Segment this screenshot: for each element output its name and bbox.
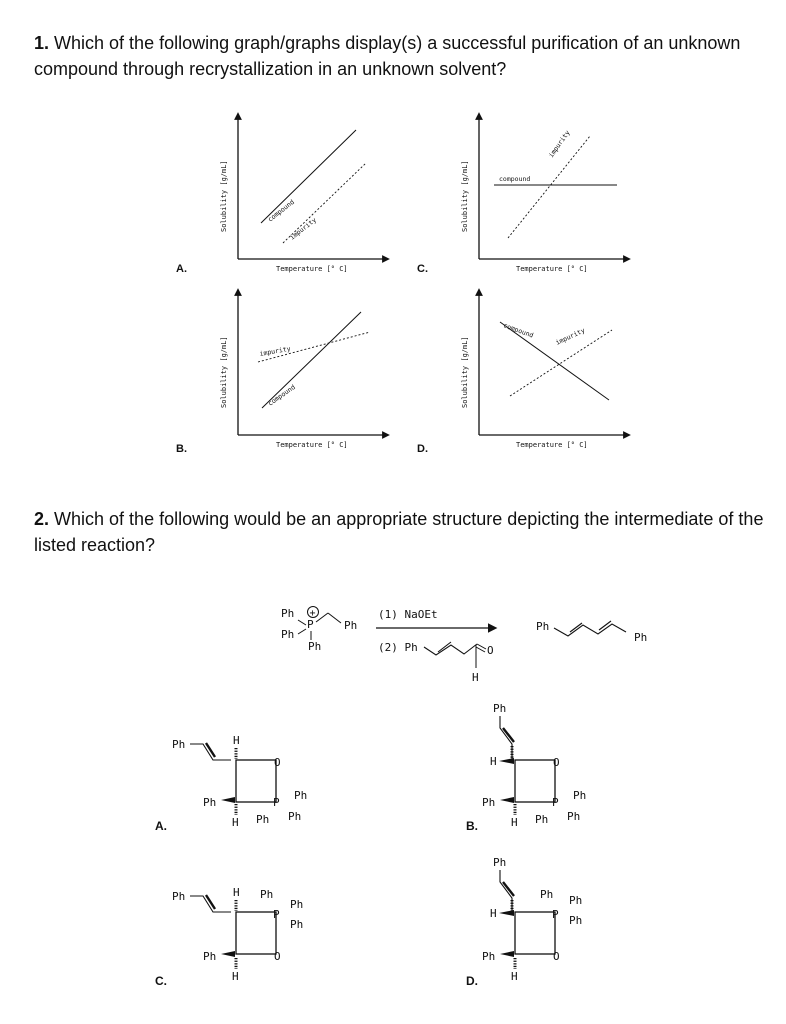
d-ph-left: Ph: [482, 950, 496, 963]
graph-b-impurity-label: impurity: [258, 344, 292, 358]
a-o: O: [274, 756, 281, 769]
graph-c-ylabel: Solubility [g/mL]: [461, 160, 469, 232]
c-ph-p1: Ph: [260, 888, 274, 901]
reactant-ph-right: Ph: [344, 619, 358, 632]
b-ph-p3: Ph: [567, 810, 581, 823]
graph-a-compound-label: compound: [266, 197, 296, 224]
b-ph-p1: Ph: [573, 789, 587, 802]
reaction-reactant: [281, 607, 357, 654]
product-ph-right: Ph: [634, 631, 648, 644]
question-1-number: 1.: [34, 33, 50, 53]
graph-c-letter: C.: [417, 263, 428, 275]
reagent-2: (2) Ph: [378, 641, 418, 654]
structure-c-letter: C.: [155, 974, 167, 988]
c-ph-left: Ph: [203, 950, 217, 963]
c-p: P: [273, 908, 280, 921]
c-h-bottom: H: [232, 970, 239, 983]
d-p: P: [552, 908, 559, 921]
question-2: [34, 506, 774, 558]
structure-b-letter: B.: [466, 819, 478, 833]
graph-d-impurity-label: impurity: [554, 326, 587, 347]
d-ph-p1: Ph: [540, 888, 554, 901]
graph-a-xlabel: Temperature [° C]: [276, 265, 348, 273]
reagent-2-o: O: [487, 644, 494, 657]
reactant-ph-bottom: Ph: [308, 640, 322, 653]
reaction-arrow: [376, 608, 495, 684]
c-ph-p3: Ph: [290, 918, 304, 931]
question-2-number: 2.: [34, 509, 50, 529]
question-1: [34, 30, 774, 82]
reactant-ph-left: Ph: [281, 628, 295, 641]
reagent-1: (1) NaOEt: [378, 608, 438, 621]
a-h-bottom: H: [232, 816, 239, 829]
b-ph-top: Ph: [493, 702, 507, 715]
d-h-side: H: [490, 907, 497, 920]
graph-d-ylabel: Solubility [g/mL]: [461, 336, 469, 408]
graph-c-compound-label: compound: [499, 175, 531, 183]
c-ph-p2: Ph: [290, 898, 304, 911]
question-2-text: Which of the following would be an appropriate structure depicting the intermediate of the listed reaction?: [34, 509, 764, 555]
structure-d-letter: D.: [466, 974, 478, 988]
b-ph-p2: Ph: [535, 813, 549, 826]
reactant-p: P: [307, 618, 314, 631]
question-1-graphs: [0, 100, 786, 470]
c-h-top: H: [233, 886, 240, 899]
d-ph-p2: Ph: [569, 894, 583, 907]
graph-c: [417, 116, 627, 275]
graph-b-xlabel: Temperature [° C]: [276, 441, 348, 449]
a-h-top: H: [233, 734, 240, 747]
a-p: P: [273, 796, 280, 809]
graph-b-letter: B.: [176, 443, 187, 455]
graph-d-letter: D.: [417, 443, 428, 455]
a-ph-p1: Ph: [294, 789, 308, 802]
graph-c-xlabel: Temperature [° C]: [516, 265, 588, 273]
a-ph-vinyl: Ph: [172, 738, 186, 751]
reaction-product: [536, 620, 647, 644]
plus-sign: +: [309, 608, 316, 619]
c-o: O: [274, 950, 281, 963]
a-ph-p3: Ph: [288, 810, 302, 823]
structure-b: [466, 702, 586, 833]
b-p: P: [552, 796, 559, 809]
b-o: O: [553, 756, 560, 769]
a-ph-p2: Ph: [256, 813, 270, 826]
structure-c: [155, 886, 303, 988]
b-h-bottom: H: [511, 816, 518, 829]
c-ph-vinyl: Ph: [172, 890, 186, 903]
b-h-side: H: [490, 755, 497, 768]
graph-b: [176, 292, 386, 455]
graph-a-ylabel: Solubility [g/mL]: [220, 160, 228, 232]
question-2-structures: [0, 590, 786, 1010]
reactant-ph-top: Ph: [281, 607, 295, 620]
d-ph-p3: Ph: [569, 914, 583, 927]
structure-a-letter: A.: [155, 819, 167, 833]
graph-d: [417, 292, 627, 455]
graph-a-impurity-label: impurity: [288, 215, 318, 242]
graph-b-ylabel: Solubility [g/mL]: [220, 336, 228, 408]
structure-a: [155, 734, 307, 833]
graph-a: [176, 116, 386, 275]
b-ph-left: Ph: [482, 796, 496, 809]
product-ph-left: Ph: [536, 620, 550, 633]
d-h-bottom: H: [511, 970, 518, 983]
structure-d: [466, 856, 582, 988]
graph-a-letter: A.: [176, 263, 187, 275]
a-ph-left: Ph: [203, 796, 217, 809]
d-ph-top: Ph: [493, 856, 507, 869]
reagent-2-h: H: [472, 671, 479, 684]
graph-d-compound-label: compound: [502, 321, 535, 340]
question-1-text: Which of the following graph/graphs display(s) a successful purification of an unknown compound through recrystallization in an unknown solvent?: [34, 33, 741, 79]
graph-d-xlabel: Temperature [° C]: [516, 441, 588, 449]
d-o: O: [553, 950, 560, 963]
graph-c-impurity-label: impurity: [547, 128, 572, 160]
graph-b-compound-label: compound: [266, 383, 297, 408]
